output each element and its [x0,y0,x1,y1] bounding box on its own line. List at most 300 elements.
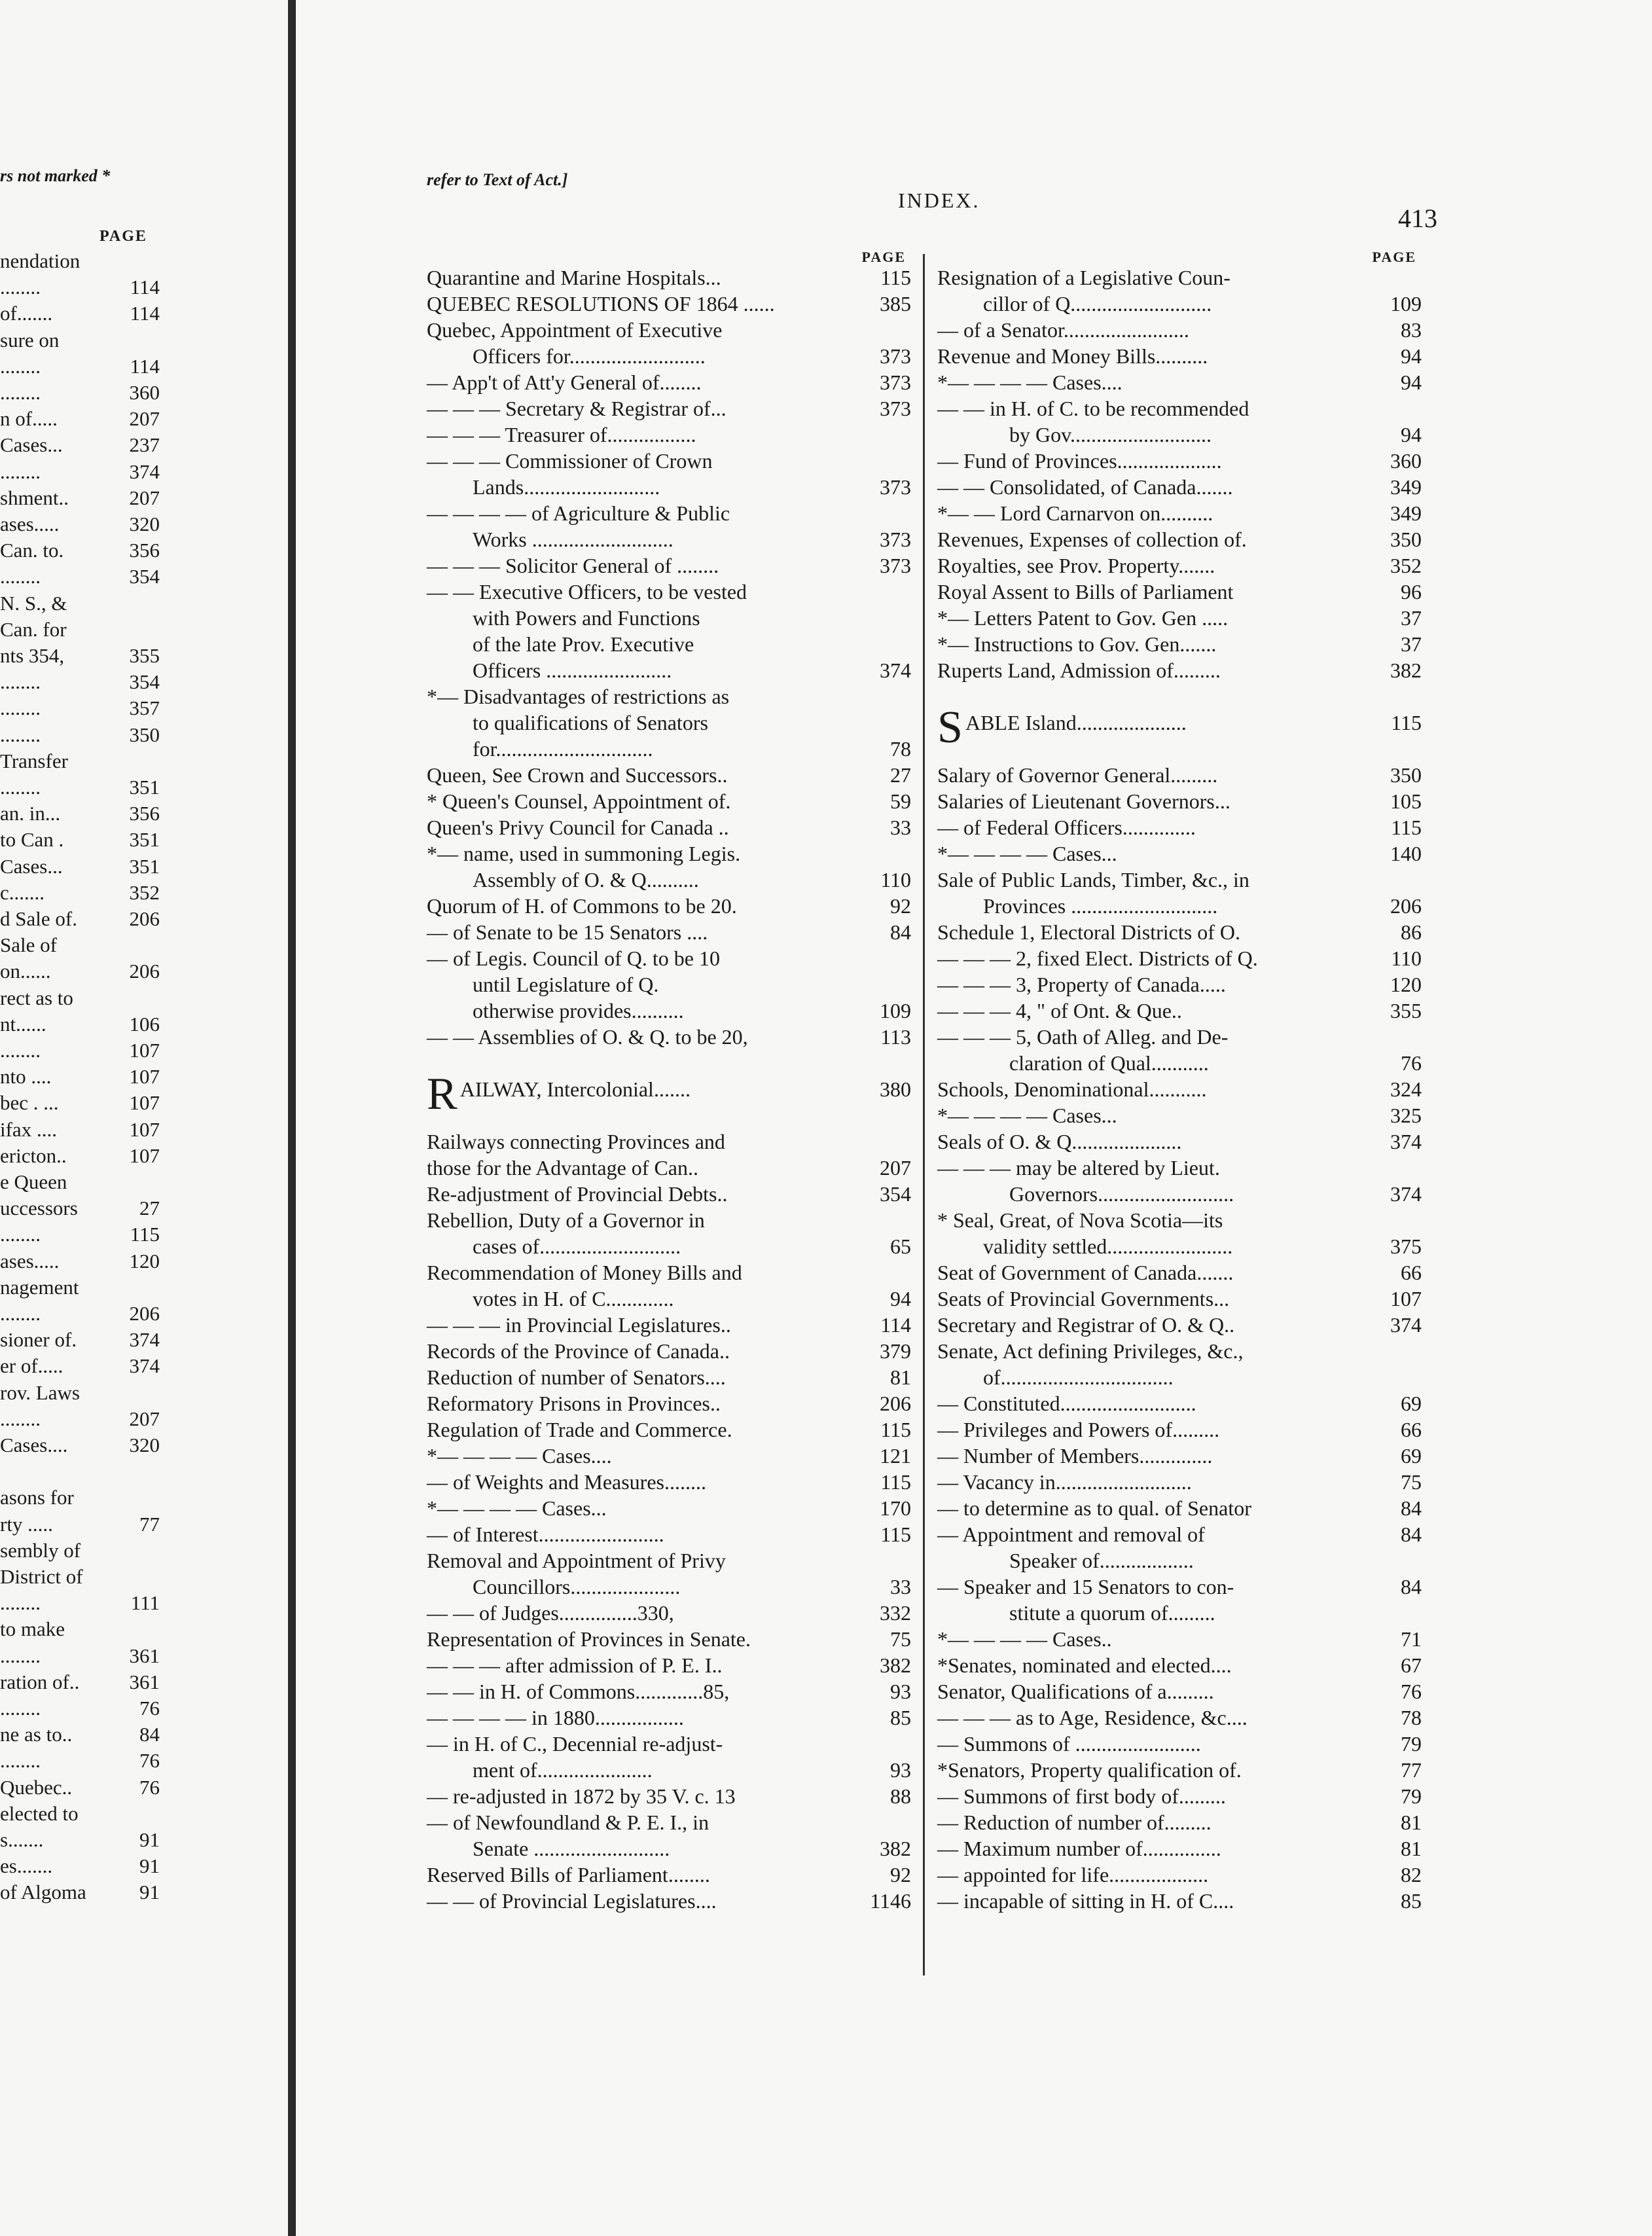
left-index-page: 111 [130,1591,160,1615]
index-line [427,1469,911,1495]
index-page-ref: 382 [880,1653,911,1677]
left-index-row [0,1380,160,1405]
index-line [937,998,1422,1024]
index-entry [427,1704,911,1731]
left-index-row [0,1407,160,1432]
index-entry [937,500,1422,526]
index-page-ref: 77 [1401,1758,1422,1782]
left-index-page: 77 [139,1512,160,1536]
left-page-label: PAGE [99,228,147,245]
index-term: Speaker of.................. [1009,1549,1194,1572]
index-term: Revenues, Expenses of collection of. [937,528,1247,551]
index-line [427,1626,911,1652]
index-line [937,1547,1422,1574]
index-line [427,919,911,945]
left-index-row [0,670,160,694]
index-page-ref: 115 [880,1470,911,1494]
left-index-row [0,1275,160,1300]
index-term: — Summons of first body of......... [937,1784,1226,1808]
index-term: Provinces ............................ [983,894,1218,918]
left-index-row [0,1196,160,1221]
index-term: Officers for.......................... [473,344,706,368]
index-line [937,1128,1422,1155]
index-entry [937,631,1422,657]
index-line [427,657,911,683]
left-index-page: 374 [129,1354,160,1378]
section-gap [937,683,1422,710]
left-index-page: 351 [129,828,160,852]
left-index-text: ........ [0,1039,41,1062]
index-entry [427,1390,911,1416]
index-entry [427,762,911,788]
index-page-ref: 37 [1401,632,1422,656]
index-page-ref: 65 [890,1235,911,1258]
index-page-ref: 85 [890,1706,911,1729]
index-entry [427,500,911,552]
index-entry [427,1416,911,1443]
index-page-ref: 33 [890,816,911,839]
index-page-ref: 71 [1401,1627,1422,1651]
index-entry [427,1678,911,1704]
index-page-ref: 354 [880,1182,911,1206]
left-index-text: sure on [0,328,60,352]
left-index-row [0,775,160,800]
left-index-text: ........ [0,565,41,588]
index-entry [427,893,911,919]
index-term: *— — Lord Carnarvon on.......... [937,501,1213,525]
left-index-page: 237 [129,433,160,457]
index-term: with Powers and Functions [473,606,700,630]
left-index-page: 120 [129,1249,160,1272]
index-line [427,1069,911,1119]
index-page-ref: 81 [1401,1811,1422,1834]
index-term: Officers ........................ [473,658,672,682]
left-index-text: nto .... [0,1065,52,1089]
index-page-ref: 76 [1401,1680,1422,1703]
index-page-ref: 350 [1390,528,1422,551]
index-term: — Number of Members.............. [937,1444,1213,1468]
index-entry [427,1495,911,1521]
index-line [937,1495,1422,1521]
index-entry [937,1259,1422,1286]
index-page-ref: 66 [1401,1418,1422,1441]
column-divider [923,254,925,1975]
index-line [937,788,1422,814]
left-index-text: ........ [0,1302,41,1325]
left-index-text: ericton.. [0,1144,67,1167]
index-line [427,1207,911,1233]
left-index-row [0,1433,160,1458]
left-index-page: 91 [139,1828,160,1851]
left-index-page: 107 [129,1039,160,1062]
left-index-text: N. S., & [0,591,67,615]
index-page-ref: 121 [880,1444,911,1468]
index-term: — of Newfoundland & P. E. I., in [427,1811,709,1834]
index-term: Senate, Act defining Privileges, &c., [937,1339,1244,1363]
index-term: — — — after admission of P. E. I.. [427,1653,723,1677]
index-page-ref: 33 [890,1575,911,1598]
left-index-row [0,1644,160,1668]
left-index-row [0,433,160,458]
index-page-ref: 382 [880,1837,911,1860]
index-line [937,1652,1422,1678]
left-index-page: 114 [130,354,160,378]
index-line [427,1443,911,1469]
index-line [427,395,911,422]
index-line [427,500,911,526]
index-line [937,631,1422,657]
left-index-row [0,406,160,431]
index-page-ref: 59 [890,789,911,813]
index-entry [427,291,911,317]
index-entry [937,1652,1422,1678]
index-term: — to determine as to qual. of Senator [937,1496,1251,1520]
index-term: Re-adjustment of Provincial Debts.. [427,1182,728,1206]
left-index-text: of Algoma [0,1881,86,1904]
left-index-row [0,933,160,958]
index-line [427,369,911,395]
index-term: Assembly of O. & Q.......... [473,868,699,892]
index-line [937,291,1422,317]
index-entry [937,788,1422,814]
index-term: stitute a quorum of......... [1009,1601,1215,1625]
left-index-text: es....... [0,1854,53,1878]
left-index-text: ........ [0,1697,41,1720]
index-page-ref: 374 [1390,1313,1422,1337]
left-index-row [0,643,160,668]
index-entry [937,657,1422,683]
index-term: Ruperts Land, Admission of......... [937,658,1221,682]
left-index-text: Quebec.. [0,1775,73,1799]
left-index-text: ........ [0,354,41,378]
index-entry [937,317,1422,343]
index-entry [937,579,1422,605]
left-index-page: 107 [129,1144,160,1167]
left-index-page: 115 [130,1223,160,1246]
left-index-text: Cases.... [0,1434,68,1456]
index-term: *— Letters Patent to Gov. Gen ..... [937,606,1229,630]
index-line [427,683,911,710]
index-term: Queen's Privy Council for Canada .. [427,816,729,839]
index-page-ref: 78 [1401,1706,1422,1729]
index-term: — App't of Att'y General of........ [427,370,702,394]
left-index-page: 207 [129,486,160,509]
index-entry [937,1495,1422,1521]
index-page-ref: 96 [1401,580,1422,604]
left-index-page: 206 [129,960,160,983]
index-page-ref: 380 [880,1077,911,1101]
index-line [937,1259,1422,1286]
index-line [427,762,911,788]
column-1-page-label: PAGE [861,249,906,265]
index-line [937,474,1422,500]
index-term: — Maximum number of............... [937,1837,1221,1860]
left-index-text: er of..... [0,1354,63,1378]
index-line [937,526,1422,552]
left-index-row [0,1222,160,1247]
left-index-text: ration of.. [0,1670,80,1693]
index-entry [937,605,1422,631]
left-index-text: Can. for [0,617,67,641]
left-index-row [0,696,160,721]
index-page-ref: 107 [1390,1287,1422,1310]
index-entry [427,945,911,1024]
left-index-row [0,512,160,537]
index-line [427,1416,911,1443]
index-term: *— — — — Cases.... [427,1444,612,1468]
left-index-page: 354 [129,565,160,588]
index-entry [937,369,1422,395]
index-line [937,1469,1422,1495]
index-line [427,474,911,500]
index-line [937,1076,1422,1102]
index-term: — — Assemblies of O. & Q. to be 20, [427,1025,748,1049]
index-line [937,1626,1422,1652]
left-index-text: of....... [0,302,53,325]
index-term: Rebellion, Duty of a Governor in [427,1208,705,1232]
index-term: — — — 3, Property of Canada..... [937,973,1226,996]
index-page-ref: 84 [890,920,911,944]
left-index-text: on...... [0,960,51,983]
index-line [937,422,1422,448]
index-entry [427,1312,911,1338]
left-index-row [0,1591,160,1615]
index-entry [427,814,911,840]
left-index-text: ........ [0,381,41,404]
index-line [427,291,911,317]
index-page-ref: 350 [1390,763,1422,787]
left-index-row [0,1249,160,1274]
index-term: — of a Senator........................ [937,318,1189,342]
index-term: Recommendation of Money Bills and [427,1261,742,1284]
index-entry [427,422,911,448]
index-line [937,552,1422,579]
index-term: of the late Prov. Executive [473,632,694,656]
section-initial-entry [937,702,1422,753]
index-term: Resignation of a Legislative Coun- [937,266,1230,289]
index-line [427,526,911,552]
index-page-ref: 110 [1391,947,1422,970]
index-term: for.............................. [473,737,653,761]
left-index-row [0,907,160,931]
index-term: Lands.......................... [473,475,660,499]
left-index-row [0,1696,160,1721]
index-term-text: AILWAY, Intercolonial....... [459,1077,691,1101]
index-line [937,702,1422,753]
left-index-text: ........ [0,1407,41,1430]
index-page-ref: 75 [890,1627,911,1651]
index-page-ref: 94 [1401,370,1422,394]
index-page-ref: 78 [890,737,911,761]
index-page-ref: 94 [1401,344,1422,368]
index-page-ref: 373 [880,528,911,551]
index-line [937,1338,1422,1364]
left-index-row [0,1748,160,1773]
index-page-ref: 93 [890,1680,911,1703]
index-term: Railways connecting Provinces and [427,1130,725,1153]
left-index-page: 356 [129,802,160,825]
index-line [427,1338,911,1364]
index-term: Reduction of number of Senators.... [427,1365,726,1389]
index-term: *Senators, Property qualification of. [937,1758,1242,1782]
index-entry [427,1128,911,1181]
index-entry [427,1600,911,1626]
index-term: cases of........................... [473,1235,681,1258]
left-page [0,0,288,2236]
index-page-ref: 110 [880,868,911,892]
index-line [427,1390,911,1416]
left-index-page: 114 [130,276,160,299]
index-line [427,1809,911,1835]
index-term: of................................. [983,1365,1174,1389]
index-page-ref: 94 [1401,423,1422,446]
index-term: — of Federal Officers.............. [937,816,1196,839]
left-index-text: d Sale of. [0,907,77,930]
index-line [937,893,1422,919]
index-entry [427,1809,911,1862]
index-term: Regulation of Trade and Commerce. [427,1418,732,1441]
left-index-page: 361 [129,1670,160,1693]
index-page-ref: 66 [1401,1261,1422,1284]
index-term: — — of Provincial Legislatures.... [427,1889,717,1913]
index-line [937,605,1422,631]
index-term: Secretary and Registrar of O. & Q.. [937,1313,1235,1337]
index-line [427,945,911,971]
index-page-ref: 84 [1401,1575,1422,1598]
section-initial-entry [427,1069,911,1119]
index-term: — of Interest........................ [427,1523,664,1546]
index-page-ref: 113 [880,1025,911,1049]
column-2-entries [937,264,1422,1914]
index-line [427,1364,911,1390]
index-line [427,1862,911,1888]
index-line [427,1495,911,1521]
left-index-row [0,1854,160,1879]
index-line [937,1888,1422,1914]
left-index-row [0,1012,160,1037]
index-entry [937,1076,1422,1102]
index-page-ref: 206 [1390,894,1422,918]
left-index-row [0,1485,160,1510]
index-page-ref: 84 [1401,1523,1422,1546]
index-entry [427,1783,911,1809]
left-index-text: ........ [0,1591,41,1615]
index-term: *— — — — Cases... [937,842,1117,865]
left-index-text: ........ [0,276,41,299]
index-term: Councillors..................... [473,1575,681,1598]
index-term: — Vacancy in.......................... [937,1470,1192,1494]
index-line [937,1364,1422,1390]
left-index-row [0,880,160,905]
index-term: — — — Treasurer of................. [427,423,696,446]
index-page-ref: 332 [880,1601,911,1625]
index-page-ref: 360 [1390,449,1422,473]
index-line [427,1259,911,1286]
index-page-ref: 373 [880,554,911,577]
index-term: Seats of Provincial Governments... [937,1287,1230,1310]
index-entry [427,1443,911,1469]
left-index-page: 107 [129,1065,160,1089]
index-term: Reserved Bills of Parliament........ [427,1863,710,1886]
left-index-text: Sale of [0,933,57,957]
index-term: *— — — — Cases... [427,1496,607,1520]
left-index-row [0,460,160,484]
index-page-ref: 349 [1390,475,1422,499]
index-term: Salary of Governor General......... [937,763,1218,787]
index-term: Records of the Province of Canada.. [427,1339,730,1363]
index-term: votes in H. of C............. [473,1287,674,1310]
left-index-page: 27 [139,1197,160,1220]
index-entry [937,552,1422,579]
index-page-ref: 94 [890,1287,911,1310]
index-page-ref: 379 [880,1339,911,1363]
left-index-text: bec . ... [0,1091,59,1115]
index-line [427,1835,911,1862]
index-entry [427,579,911,683]
index-page-ref: 82 [1401,1863,1422,1886]
left-index-text: s....... [0,1828,44,1851]
index-entry [937,1416,1422,1443]
left-index-text: sioner of. [0,1328,77,1352]
index-entry [937,1626,1422,1652]
left-index-text: ........ [0,723,41,746]
index-term: — of Legis. Council of Q. to be 10 [427,947,720,970]
index-page-ref: 170 [880,1496,911,1520]
left-index-row [0,801,160,826]
index-page-ref: 88 [890,1784,911,1808]
left-index-row [0,1722,160,1747]
index-term: Representation of Provinces in Senate. [427,1627,751,1651]
index-term: — — — — in 1880................. [427,1706,684,1729]
left-index-row [0,1354,160,1379]
left-index-row [0,1144,160,1168]
index-entry [427,369,911,395]
index-entry [427,840,911,893]
index-term: Reformatory Prisons in Provinces.. [427,1392,721,1415]
left-index-page: 360 [129,381,160,404]
left-index-page: 356 [129,539,160,562]
index-line [937,1521,1422,1547]
index-line [937,1783,1422,1809]
index-line [937,814,1422,840]
page-number: 413 [1398,204,1437,233]
index-entry [937,1862,1422,1888]
index-entry [427,1626,911,1652]
index-term: Royalties, see Prov. Property....... [937,554,1215,577]
index-line [937,1704,1422,1731]
index-line [427,1600,911,1626]
index-line [427,840,911,867]
index-line [937,1286,1422,1312]
index-line [427,1233,911,1259]
index-page-ref: 115 [1391,816,1422,839]
left-index-page: 107 [129,1091,160,1115]
index-page-ref: 75 [1401,1470,1422,1494]
index-entry [937,526,1422,552]
index-page-ref: 115 [880,1418,911,1441]
left-index-text: ........ [0,1644,41,1667]
index-page-ref: 1146 [870,1889,911,1913]
index-page-ref: 385 [880,292,911,316]
left-index-text: uccessors [0,1197,78,1220]
left-index-row [0,854,160,879]
left-index-page: 91 [139,1881,160,1904]
index-title: INDEX. [898,189,980,212]
index-line [427,1155,911,1181]
index-line [427,422,911,448]
index-line [427,710,911,736]
index-page-ref: 69 [1401,1444,1422,1468]
